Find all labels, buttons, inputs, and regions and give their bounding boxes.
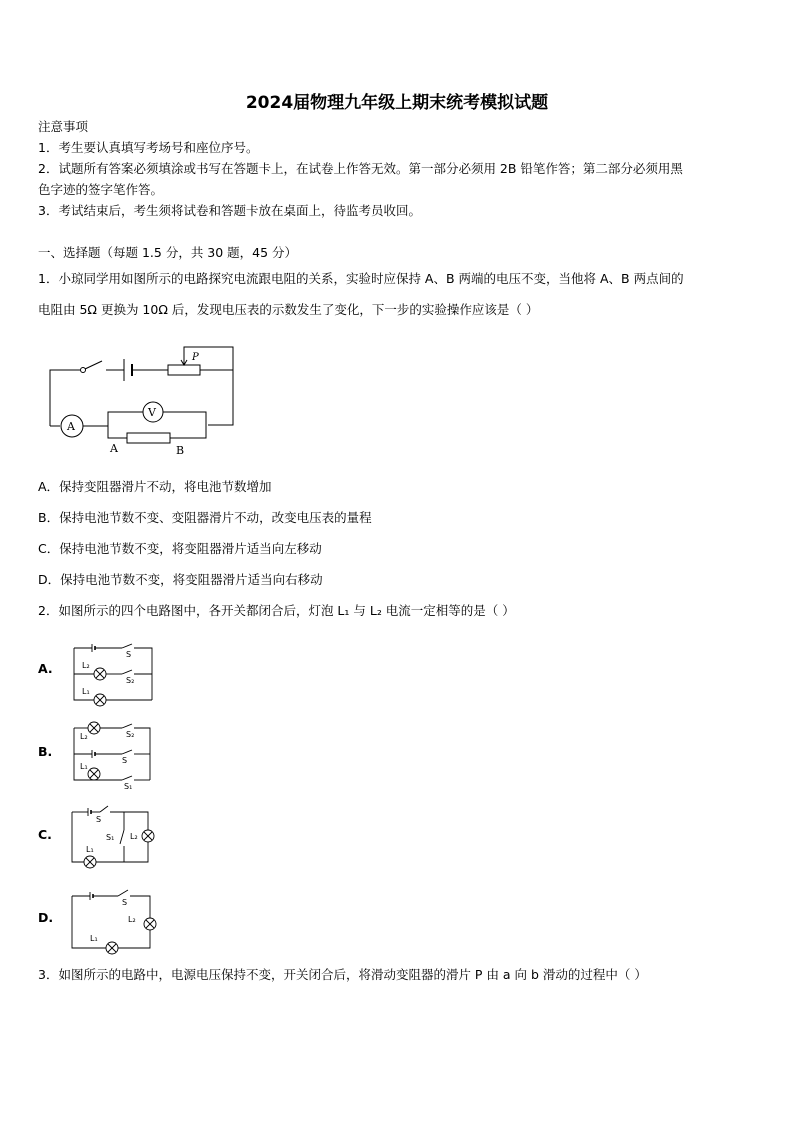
q2b-label-s: S (122, 756, 128, 765)
q1-stem-line2: 电阻由 5Ω 更换为 10Ω 后，发现电压表的示数发生了变化，下一步的实验操作应该是（ ） (38, 302, 539, 317)
q2b-label-l2: L₂ (80, 732, 88, 741)
q2a-label-s2: S₂ (126, 676, 135, 685)
q1-option-b: B．保持电池节数不变、变阻器滑片不动，改变电压表的量程 (38, 510, 372, 525)
q2-circuit-d (68, 888, 160, 956)
notice-heading: 注意事项 (38, 119, 89, 134)
notice-item-2-cont: 色字迹的签字笔作答。 (38, 182, 164, 197)
q2-option-d-label: D. (38, 910, 54, 925)
q2c-label-s1: S₁ (106, 833, 115, 842)
page-title: 2024届物理九年级上期末统考模拟试题 (245, 93, 549, 113)
q1-fig-label-ammeter: A (67, 420, 75, 433)
q1-option-a: A．保持变阻器滑片不动，将电池节数增加 (38, 479, 272, 494)
notice-item-2: 2．试题所有答案必须填涂或书写在答题卡上，在试卷上作答无效。第一部分必须用 2B 铅笔作答；第二部分必须用黑 (38, 161, 683, 176)
q1-option-c: C．保持电池节数不变，将变阻器滑片适当向左移动 (38, 541, 322, 556)
q1-fig-label-a: A (110, 442, 118, 455)
q2c-label-l1: L₁ (86, 845, 94, 854)
q1-fig-label-p: P (192, 352, 199, 363)
q1-fig-label-b: B (176, 444, 185, 457)
q2c-label-s: S (96, 815, 102, 824)
q2b-label-s2: S₂ (126, 730, 135, 739)
q2b-label-s1: S₁ (124, 782, 133, 791)
q2a-label-l2: L₂ (82, 661, 90, 670)
q1-option-d: D．保持电池节数不变，将变阻器滑片适当向右移动 (38, 572, 323, 587)
section-heading: 一、选择题（每题 1.5 分，共 30 题，45 分） (38, 245, 298, 260)
q2-option-b-label: B. (38, 744, 53, 759)
q2c-label-l2: L₂ (130, 832, 138, 841)
q2a-label-s: S (126, 650, 132, 659)
q2-option-a-label: A. (38, 661, 53, 676)
q2a-label-l1: L₁ (82, 687, 90, 696)
q2b-label-l1: L₁ (80, 762, 88, 771)
notice-item-1: 1．考生要认真填写考场号和座位序号。 (38, 140, 259, 155)
q2-option-c-label: C. (38, 827, 52, 842)
q2-circuit-c (68, 802, 160, 872)
q1-fig-label-v: V (148, 406, 156, 419)
q2-circuit-b (70, 722, 160, 790)
q2-stem: 2．如图所示的四个电路图中，各开关都闭合后，灯泡 L₁ 与 L₂ 电流一定相等的是（ ） (38, 603, 515, 618)
q2d-label-s: S (122, 898, 128, 907)
q1-circuit-diagram (40, 340, 240, 460)
q1-stem-line1: 1．小琼同学用如图所示的电路探究电流跟电阻的关系，实验时应保持 A、B 两端的电压不变，当他将 A、B 两点间的 (38, 271, 684, 286)
notice-item-3: 3．考试结束后，考生须将试卷和答题卡放在桌面上，待监考员收回。 (38, 203, 421, 218)
q2d-label-l1: L₁ (90, 934, 98, 943)
q3-stem: 3．如图所示的电路中，电源电压保持不变，开关闭合后，将滑动变阻器的滑片 P 由 a 向 b 滑动的过程中（ ） (38, 967, 647, 982)
q2d-label-l2: L₂ (128, 915, 136, 924)
q2-circuit-a (70, 642, 160, 710)
